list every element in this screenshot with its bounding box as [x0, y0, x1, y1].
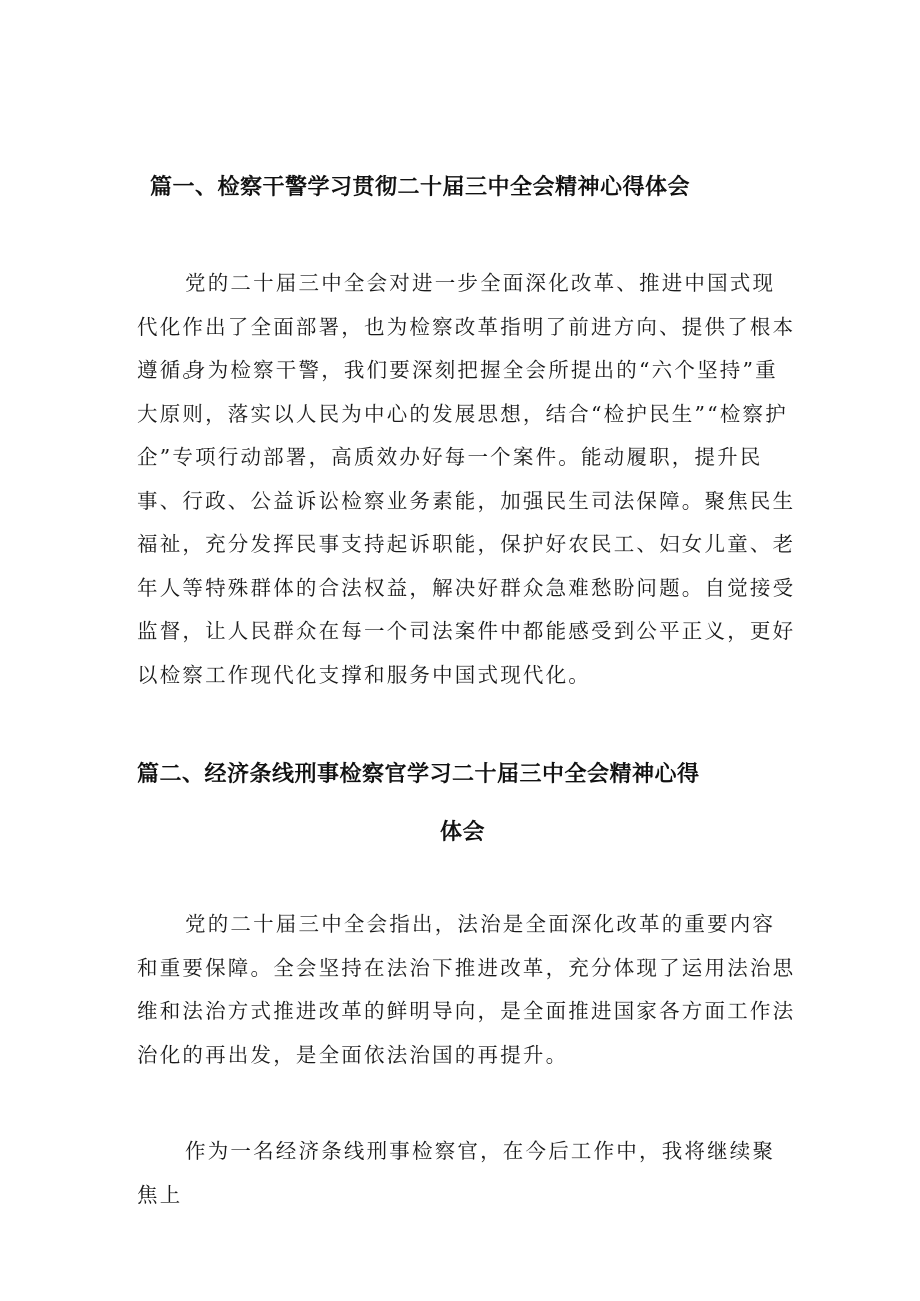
section2-title-line2: 体会 — [440, 820, 486, 845]
section2-paragraph-2: 作为一名经济条线刑事检察官，在今后工作中，我将继续聚焦上 — [137, 1139, 776, 1207]
section1-title: 篇一、检察干警学习贯彻二十届三中全会精神心得体会 — [150, 175, 691, 200]
section2-title-line1: 篇二、经济条线刑事检察官学习二十届三中全会精神心得 — [137, 762, 700, 787]
section2-paragraph-1: 党的二十届三中全会指出，法治是全面深化改革的重要内容和重要保障。全会坚持在法治下推进改革，充分体现了运用法治思维和法治方式推进改革的鲜明导向，是全面推进国家各方面工作法治化的再出发，是全面依法治国的再提升。 — [137, 912, 796, 1067]
section1-paragraph-2: 身为检察干警，我们要深刻把握全会所提出的“六个坚持”重大原则，落实以人民为中心的发展思想，结合“检护民生”“检察护企”专项行动部署，高质效办好每一个案件。能动履职，提升民事、行政、公益诉讼检察业务素能，加强民生司法保障。聚焦民生福祉，充分发挥民事支持起诉职能，保护好农民工、妇女儿童、老年人等特殊群体的合法权益，解决好群众急难愁盼问题。自觉接受监督，让人民群众在每一个司法案件中都能感受到公平正义，更好以检察工作现代化支撑和服务中国式现代化。 — [137, 358, 796, 687]
section1-paragraph-1: 党的二十届三中全会对进一步全面深化改革、推进中国式现代化作出了全面部署，也为检察改革指明了前进方向、提供了根本遵循。 — [137, 271, 796, 382]
